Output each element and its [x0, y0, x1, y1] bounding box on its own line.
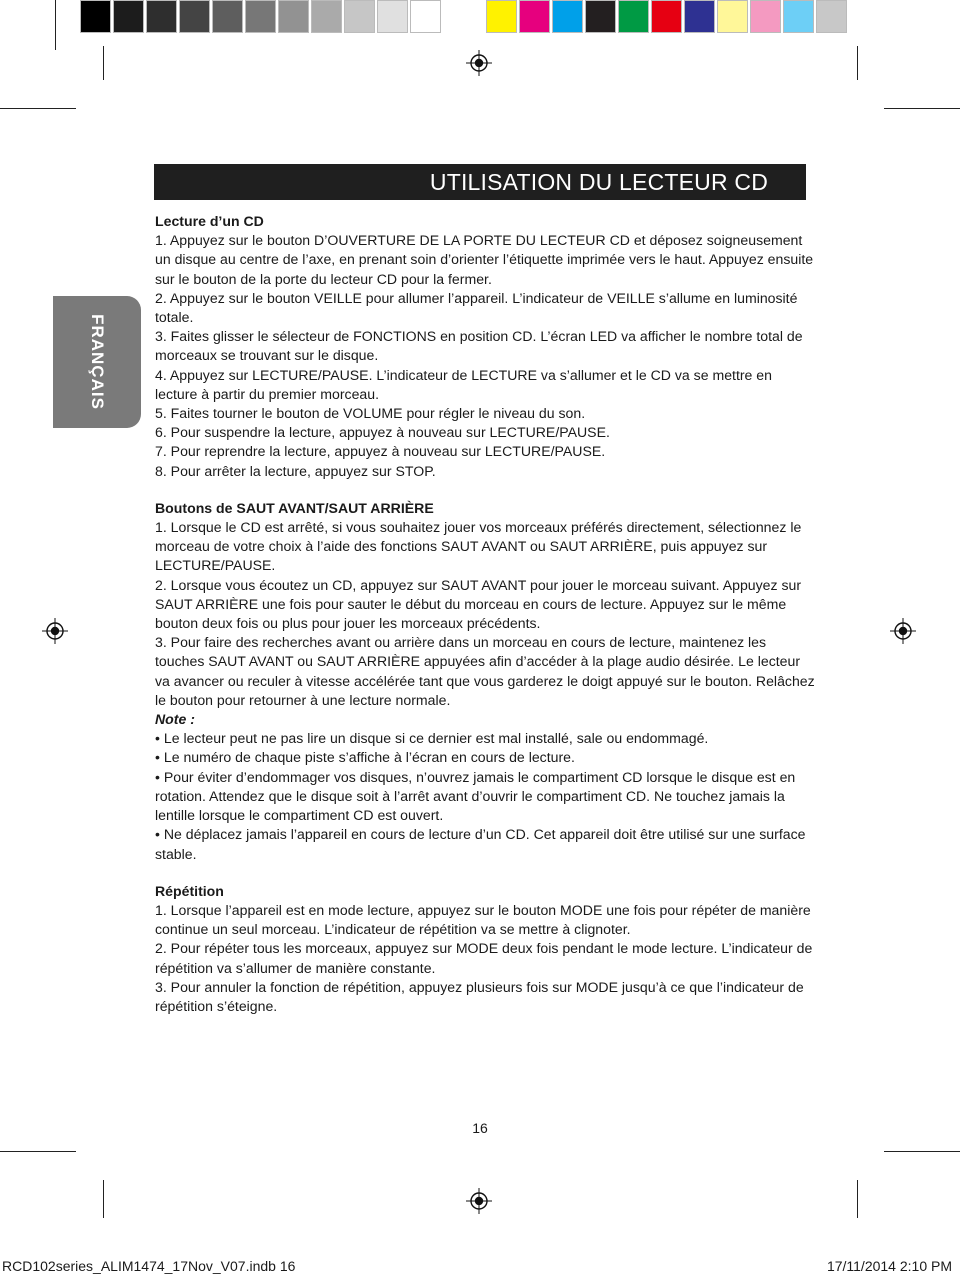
language-tab-label: FRANÇAIS — [88, 314, 107, 410]
crop-mark — [0, 108, 76, 109]
registration-mark-icon — [890, 618, 916, 644]
color-swatch — [486, 0, 517, 33]
color-swatch — [344, 0, 375, 33]
section-heading: Lecture d’un CD — [155, 213, 264, 229]
note-item: • Le lecteur peut ne pas lire un disque si ce dernier est mal installé, sale ou endommagé. — [155, 730, 709, 747]
registration-mark-icon — [466, 50, 492, 76]
color-swatch — [717, 0, 748, 33]
crop-mark — [857, 1180, 858, 1218]
main-content — [155, 212, 815, 1034]
instruction-item: 1. Lorsque l’appareil est en mode lecture, appuyez sur le bouton MODE une fois pour répéter de manière continue un seul morceau. L’indicateur de répétition va se mettre à clignoter. — [155, 901, 811, 938]
color-swatch — [651, 0, 682, 33]
instruction-item: 3. Pour annuler la fonction de répétition, appuyez plusieurs fois sur MODE jusqu’à ce que l’indicateur de répétition s’éteigne. — [155, 978, 804, 1014]
note-item: • Ne déplacez jamais l’appareil en cours de lecture d’un CD. Cet appareil doit être utilisé sur une surface stable. — [155, 826, 806, 862]
instruction-item: 1. Appuyez sur le bouton D’OUVERTURE DE LA PORTE DU LECTEUR CD et déposez soigneusement un disque au centre de l’axe, en prenant soin d’orienter l’étiquette imprimée vers le haut. Appuyez ensuite sur le bouton de la porte du lecteur CD pour la fermer. — [155, 232, 814, 287]
section-saut — [155, 499, 815, 864]
crop-mark — [103, 1180, 104, 1218]
color-swatch — [585, 0, 616, 33]
color-swatch — [80, 0, 111, 33]
section-lecture — [155, 212, 815, 481]
instruction-item: 4. Appuyez sur LECTURE/PAUSE. L’indicateur de LECTURE va s’allumer et le CD va se mettre en lecture à partir du premier morceau. — [155, 366, 772, 402]
date-slug: 17/11/2014 2:10 PM — [826, 1258, 952, 1274]
page-number: 16 — [472, 1120, 488, 1136]
process-color-bar — [486, 0, 849, 37]
instruction-item: 3. Faites glisser le sélecteur de FONCTIONS en position CD. L’écran LED va afficher le nombre total de morceaux se trouvant sur le disque. — [155, 328, 803, 364]
registration-mark-icon — [466, 1188, 492, 1214]
instruction-item: 2. Appuyez sur le bouton VEILLE pour allumer l’appareil. L’indicateur de VEILLE s’allume en luminosité totale. — [155, 289, 798, 326]
color-swatch — [410, 0, 441, 33]
section-title-bar — [154, 164, 806, 200]
note-item: • Pour éviter d’endommager vos disques, n’ouvrez jamais le compartiment CD lorsque le disque est en rotation. Attendez que le disque soit à l’arrêt avant d’ouvrir le compartiment CD. Ne touchez jamais la lentille lorsque le compartiment CD est ouvert. — [155, 768, 796, 824]
note-item: • Le numéro de chaque piste s’affiche à l’écran en cours de lecture. — [155, 749, 575, 766]
section-repetition — [155, 882, 815, 1016]
color-swatch — [278, 0, 309, 33]
file-slug: RCD102series_ALIM1474_17Nov_V07.indb 16 — [2, 1258, 296, 1274]
instruction-item: 3. Pour faire des recherches avant ou arrière dans un morceau en cours de lecture, maintenez les touches SAUT AVANT ou SAUT ARRIÈRE appuyées afin d’accéder à la plage audio désirée. Le lecteur va avancer ou reculer à vitesse accélérée tant que vous garderez le doigt appuyé sur le bouton. Relâchez le bouton pour retourner à une lecture normale. — [155, 634, 815, 708]
instruction-item: 2. Lorsque vous écoutez un CD, appuyez sur SAUT AVANT pour jouer le morceau suivant. Appuyez sur SAUT ARRIÈRE une fois pour sauter le début du morceau en cours de lecture. Appuyez sur le même bouton deux fois ou plus pour jouer les morceaux précédents. — [155, 576, 802, 632]
color-swatch — [212, 0, 243, 33]
crop-mark — [884, 108, 960, 109]
color-swatch — [519, 0, 550, 33]
color-swatch — [552, 0, 583, 33]
note-label: Note : — [155, 711, 195, 728]
section-heading: Boutons de SAUT AVANT/SAUT ARRIÈRE — [155, 499, 434, 516]
instruction-item: 1. Lorsque le CD est arrêté, si vous souhaitez jouer vos morceaux préférés directement, sélectionnez le morceau de votre choix à l’aide des fonctions SAUT AVANT ou SAUT ARRIÈRE, puis appuyez sur LECTURE/PAUSE. — [155, 519, 802, 574]
instruction-item: 8. Pour arrêter la lecture, appuyez sur STOP. — [155, 462, 436, 479]
crop-mark — [884, 1151, 960, 1152]
color-swatch — [684, 0, 715, 33]
color-swatch — [179, 0, 210, 33]
color-swatch — [146, 0, 177, 33]
instruction-item: 6. Pour suspendre la lecture, appuyez à nouveau sur LECTURE/PAUSE. — [155, 424, 610, 441]
color-swatch — [113, 0, 144, 33]
color-swatch — [377, 0, 408, 33]
color-swatch — [618, 0, 649, 33]
color-swatch — [311, 0, 342, 33]
crop-mark — [0, 1151, 76, 1152]
registration-mark-icon — [42, 618, 68, 644]
instruction-item: 7. Pour reprendre la lecture, appuyez à nouveau sur LECTURE/PAUSE. — [155, 443, 606, 460]
color-swatch — [816, 0, 847, 33]
instruction-item: 5. Faites tourner le bouton de VOLUME pour régler le niveau du son. — [155, 405, 586, 422]
page-title: UTILISATION DU LECTEUR CD — [429, 168, 768, 195]
color-swatch — [750, 0, 781, 33]
section-heading: Répétition — [155, 882, 224, 899]
color-swatch — [245, 0, 276, 33]
crop-mark — [55, 0, 56, 50]
crop-mark — [103, 46, 104, 80]
color-swatch — [783, 0, 814, 33]
crop-mark — [857, 46, 858, 80]
instruction-item: 2. Pour répéter tous les morceaux, appuyez sur MODE deux fois pendant le mode lecture. L’indicateur de répétition va s’allumer de manière constante. — [155, 940, 813, 976]
grayscale-color-bar — [80, 0, 443, 37]
